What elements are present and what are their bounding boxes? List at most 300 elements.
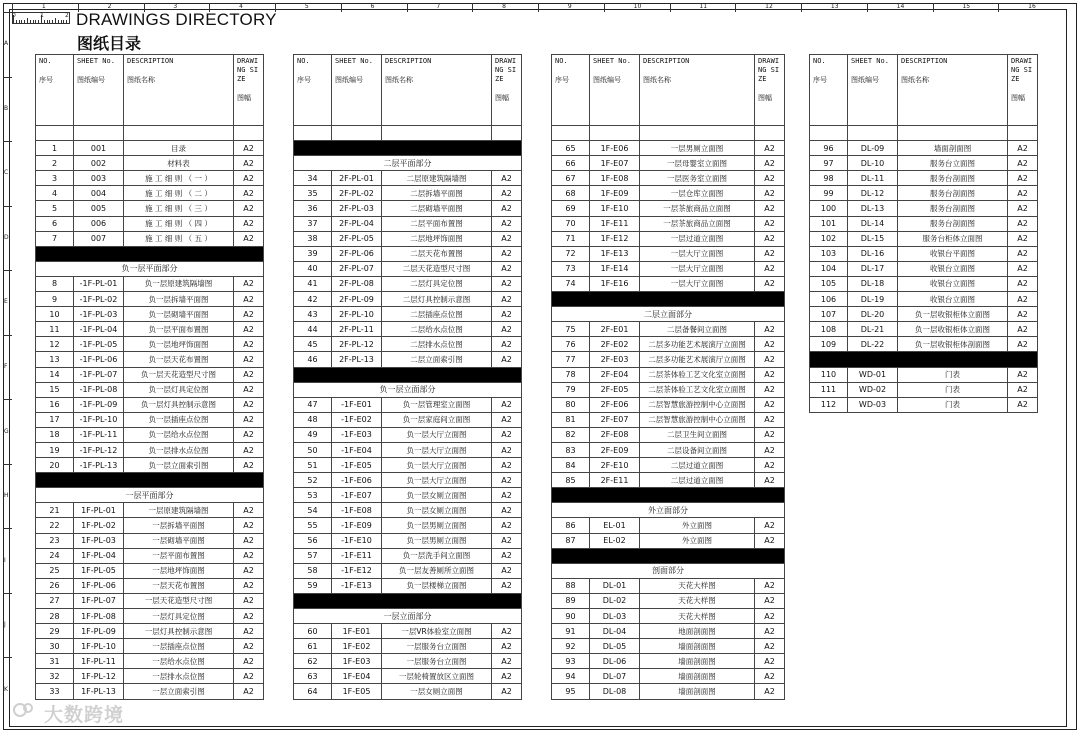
- cell-drawing-size: A2: [492, 307, 522, 322]
- cell-drawing-size: A2: [492, 654, 522, 669]
- table-row: [810, 156, 1038, 171]
- cell-no: 14: [36, 367, 74, 382]
- cell-description: 施 工 细 则 （ 三 ）: [124, 201, 234, 216]
- cell-drawing-size: A2: [755, 322, 785, 337]
- cell-drawing-size: A2: [1008, 292, 1038, 307]
- cell-no: 82: [552, 427, 590, 442]
- cell-description: 服务台立面图: [898, 156, 1008, 171]
- cell-description: 负一层家庭间立面图: [382, 412, 492, 427]
- table-row: [552, 412, 785, 427]
- cell-sheet-no: DL-18: [848, 276, 898, 291]
- left-grid-ruler: [3, 12, 12, 722]
- header-no-cn: 序号: [813, 76, 827, 84]
- table-row: [552, 246, 785, 261]
- ruler-label: F: [4, 363, 8, 370]
- cell-sheet-no: EL-01: [590, 518, 640, 533]
- header-description-cn: 图纸名称: [643, 76, 671, 84]
- cell-sheet-no: 1F-E11: [590, 216, 640, 231]
- cell-description: 服务台剖面图: [898, 171, 1008, 186]
- cell-description: 收银台立面图: [898, 292, 1008, 307]
- cell-drawing-size: A2: [755, 473, 785, 488]
- cell-no: 69: [552, 201, 590, 216]
- cell-sheet-no: DL-19: [848, 292, 898, 307]
- cell-drawing-size: A2: [755, 412, 785, 427]
- section-divider-bar: [552, 488, 785, 503]
- table-row: [810, 216, 1038, 231]
- cell-description: 一层过道立面图: [640, 231, 755, 246]
- ruler-tick: [3, 141, 12, 142]
- table-row: [810, 307, 1038, 322]
- cell-sheet-no: 1F-PL-01: [74, 503, 124, 518]
- table-row: [294, 261, 522, 276]
- cell-no: 30: [36, 639, 74, 654]
- scale-tick: [69, 15, 70, 23]
- cell-sheet-no: 1F-E05: [332, 684, 382, 699]
- ruler-tick: [3, 12, 12, 13]
- ruler-tick: [3, 528, 12, 529]
- table-row: [552, 458, 785, 473]
- cell-description: 一层灯具控制示意图: [124, 624, 234, 639]
- header-drawing-size-en: DRAWING SIZE: [495, 57, 517, 83]
- cell-no: 28: [36, 609, 74, 624]
- cell-description: 一层立面索引图: [124, 684, 234, 699]
- table-row: [36, 427, 264, 442]
- cell-description: 负一层天花造型尺寸图: [124, 367, 234, 382]
- table-row: [810, 382, 1038, 397]
- table-row: [294, 518, 522, 533]
- table-row: [294, 669, 522, 684]
- cell-no: 91: [552, 624, 590, 639]
- cell-drawing-size: A2: [492, 397, 522, 412]
- table-row: [294, 292, 522, 307]
- cell-drawing-size: A2: [234, 367, 264, 382]
- cell-description: 二层灯具控制示意图: [382, 292, 492, 307]
- empty-cell: [590, 126, 640, 141]
- table-row: [36, 292, 264, 307]
- scale-tick: [66, 20, 67, 23]
- cell-drawing-size: A2: [1008, 382, 1038, 397]
- cell-description: 外立面图: [640, 518, 755, 533]
- ruler-label: 10: [633, 3, 642, 10]
- cell-drawing-size: A2: [234, 397, 264, 412]
- header-sheet-no-en: SHEET No.: [335, 57, 373, 65]
- cell-no: 108: [810, 322, 848, 337]
- cell-sheet-no: 2F-PL-09: [332, 292, 382, 307]
- ruler-tick: [538, 3, 539, 12]
- ruler-label: C: [4, 169, 9, 177]
- cell-no: 46: [294, 352, 332, 367]
- divider-cell: [36, 246, 264, 261]
- ruler-label: 12: [765, 3, 773, 10]
- table-row: [294, 654, 522, 669]
- cell-sheet-no: DL-21: [848, 322, 898, 337]
- scale-tick: [47, 20, 48, 23]
- table-row: [552, 141, 785, 156]
- cell-sheet-no: 1F-PL-08: [74, 609, 124, 624]
- header-description-cn: 图纸名称: [901, 76, 929, 84]
- cell-sheet-no: 006: [74, 216, 124, 231]
- cell-description: 二层平面布置图: [382, 216, 492, 231]
- section-divider-bar: [294, 141, 522, 156]
- ruler-tick: [604, 3, 605, 12]
- cell-sheet-no: DL-09: [848, 141, 898, 156]
- cell-drawing-size: A2: [492, 292, 522, 307]
- cell-description: 收银台平面图: [898, 246, 1008, 261]
- cell-no: 92: [552, 639, 590, 654]
- ruler-tick: [867, 3, 868, 12]
- cell-drawing-size: A2: [234, 639, 264, 654]
- cell-description: 二层拆墙平面图: [382, 186, 492, 201]
- empty-cell: [898, 126, 1008, 141]
- cell-drawing-size: A2: [755, 352, 785, 367]
- section-header-row: [36, 488, 264, 503]
- cell-drawing-size: A2: [492, 624, 522, 639]
- header-drawing-size: [1008, 55, 1038, 126]
- cell-description: 二层智慧旅游控制中心立面图: [640, 397, 755, 412]
- cell-description: 天花大样图: [640, 578, 755, 593]
- table-row: [552, 684, 785, 699]
- cell-sheet-no: -1F-PL-04: [74, 322, 124, 337]
- header-sheet-no-cn: 图纸编号: [77, 76, 105, 84]
- cell-sheet-no: 2F-PL-11: [332, 322, 382, 337]
- empty-cell: [810, 126, 848, 141]
- cell-no: 43: [294, 307, 332, 322]
- cell-description: 二层砌墙平面图: [382, 201, 492, 216]
- cell-description: 二层地坪饰面图: [382, 231, 492, 246]
- section-header-row: [552, 563, 785, 578]
- scale-tick: [35, 20, 36, 23]
- table-row: [552, 186, 785, 201]
- cell-no: 31: [36, 654, 74, 669]
- cell-no: 32: [36, 669, 74, 684]
- cell-drawing-size: A2: [492, 473, 522, 488]
- cell-description: 负一层排水点位图: [124, 442, 234, 457]
- table-row: [36, 624, 264, 639]
- table-row: [810, 231, 1038, 246]
- cell-drawing-size: A2: [755, 427, 785, 442]
- cell-description: 一层砌墙平面图: [124, 533, 234, 548]
- cell-no: 11: [36, 322, 74, 337]
- cell-no: 107: [810, 307, 848, 322]
- header-sheet-no-en: SHEET No.: [593, 57, 631, 65]
- section-header-row: [36, 261, 264, 276]
- cell-description: 门表: [898, 382, 1008, 397]
- table-row: [552, 322, 785, 337]
- cell-description: 一层仓库立面图: [640, 186, 755, 201]
- cell-no: 36: [294, 201, 332, 216]
- cell-drawing-size: A2: [492, 427, 522, 442]
- table-row: [552, 518, 785, 533]
- table-row: [552, 382, 785, 397]
- cell-drawing-size: A2: [755, 609, 785, 624]
- cell-sheet-no: 005: [74, 201, 124, 216]
- cell-sheet-no: 2F-E03: [590, 352, 640, 367]
- cell-no: 20: [36, 458, 74, 473]
- section-divider-bar: [552, 292, 785, 307]
- cell-sheet-no: 2F-PL-08: [332, 276, 382, 291]
- table-row: [36, 593, 264, 608]
- watermark-logo-icon: [12, 701, 42, 719]
- cell-no: 96: [810, 141, 848, 156]
- cell-description: 墙面剖面图: [640, 654, 755, 669]
- empty-cell: [640, 126, 755, 141]
- cell-description: 二层多功能艺术展演厅立面图: [640, 352, 755, 367]
- cell-no: 84: [552, 458, 590, 473]
- cell-sheet-no: 1F-PL-06: [74, 578, 124, 593]
- scale-label: 0: [12, 12, 16, 19]
- cell-description: 二层给水点位图: [382, 322, 492, 337]
- table-row: [552, 442, 785, 457]
- table-row: [294, 442, 522, 457]
- scale-tick: [49, 20, 50, 23]
- cell-description: 二层天花造型尺寸图: [382, 261, 492, 276]
- ruler-tick: [3, 593, 12, 594]
- ruler-tick: [3, 77, 12, 78]
- cell-no: 52: [294, 473, 332, 488]
- cell-description: 服务台剖面图: [898, 216, 1008, 231]
- cell-no: 5: [36, 201, 74, 216]
- cell-no: 94: [552, 669, 590, 684]
- cell-drawing-size: A2: [1008, 246, 1038, 261]
- cell-no: 99: [810, 186, 848, 201]
- cell-description: 一层大厅立面图: [640, 261, 755, 276]
- cell-description: 服务台剖面图: [898, 186, 1008, 201]
- header-no-cn: 序号: [297, 76, 311, 84]
- table-row: [294, 171, 522, 186]
- cell-drawing-size: A2: [234, 593, 264, 608]
- cell-sheet-no: DL-07: [590, 669, 640, 684]
- table-row: [36, 609, 264, 624]
- cell-sheet-no: 1F-PL-05: [74, 563, 124, 578]
- scale-tick: [33, 20, 34, 23]
- scale-tick: [44, 20, 45, 23]
- ruler-tick: [933, 3, 934, 12]
- cell-no: 97: [810, 156, 848, 171]
- table-row: [36, 216, 264, 231]
- directory-table: [35, 54, 264, 700]
- cell-drawing-size: A2: [234, 412, 264, 427]
- cell-sheet-no: 2F-PL-12: [332, 337, 382, 352]
- cell-description: 墙面剖面图: [640, 639, 755, 654]
- table-row: [36, 458, 264, 473]
- cell-drawing-size: A2: [1008, 141, 1038, 156]
- cell-description: 二层多功能艺术展演厅立面图: [640, 337, 755, 352]
- directory-table: [551, 54, 785, 700]
- cell-description: 二层过道立面图: [640, 473, 755, 488]
- cell-sheet-no: DL-05: [590, 639, 640, 654]
- header-description-en: DESCRIPTION: [127, 57, 174, 65]
- cell-no: 10: [36, 307, 74, 322]
- cell-no: 22: [36, 518, 74, 533]
- scale-tick: [61, 20, 62, 23]
- ruler-tick: [12, 3, 13, 12]
- section-divider-bar: [552, 548, 785, 563]
- empty-cell: [36, 126, 74, 141]
- header-sheet-no: [74, 55, 124, 126]
- cell-no: 75: [552, 322, 590, 337]
- cell-no: 2: [36, 156, 74, 171]
- ruler-tick: [670, 3, 671, 12]
- cell-no: 101: [810, 216, 848, 231]
- cell-sheet-no: 1F-E02: [332, 639, 382, 654]
- cell-description: 一层VR体验室立面图: [382, 624, 492, 639]
- cell-description: 负一层拆墙平面图: [124, 292, 234, 307]
- ruler-tick: [3, 335, 12, 336]
- cell-description: 二层灯具定位图: [382, 276, 492, 291]
- header-description-cn: 图纸名称: [127, 76, 155, 84]
- table-row: [552, 231, 785, 246]
- cell-drawing-size: A2: [234, 458, 264, 473]
- cell-no: 61: [294, 639, 332, 654]
- cell-no: 90: [552, 609, 590, 624]
- scale-tick: [38, 20, 39, 23]
- cell-sheet-no: 2F-PL-04: [332, 216, 382, 231]
- empty-cell: [332, 126, 382, 141]
- table-row: [552, 654, 785, 669]
- cell-no: 26: [36, 578, 74, 593]
- cell-no: 60: [294, 624, 332, 639]
- cell-no: 33: [36, 684, 74, 699]
- cell-drawing-size: A2: [755, 397, 785, 412]
- header-sheet-no-cn: 图纸编号: [593, 76, 621, 84]
- table-row: [36, 322, 264, 337]
- blank-row: [294, 126, 522, 141]
- cell-drawing-size: A2: [755, 624, 785, 639]
- cell-no: 81: [552, 412, 590, 427]
- cell-drawing-size: A2: [234, 503, 264, 518]
- cell-sheet-no: 1F-E13: [590, 246, 640, 261]
- cell-no: 85: [552, 473, 590, 488]
- cell-description: 负一层给水点位图: [124, 427, 234, 442]
- cell-no: 27: [36, 593, 74, 608]
- cell-drawing-size: A2: [234, 654, 264, 669]
- section-header-row: [294, 156, 522, 171]
- table-row: [36, 503, 264, 518]
- table-row: [36, 684, 264, 699]
- section-title: 负一层平面部分: [36, 261, 264, 276]
- cell-no: 95: [552, 684, 590, 699]
- cell-description: 二层立面索引图: [382, 352, 492, 367]
- cell-drawing-size: A2: [1008, 171, 1038, 186]
- cell-drawing-size: A2: [755, 669, 785, 684]
- cell-sheet-no: 2F-E07: [590, 412, 640, 427]
- table-row: [294, 503, 522, 518]
- cell-drawing-size: A2: [234, 669, 264, 684]
- cell-description: 二层备餐间立面图: [640, 322, 755, 337]
- table-row: [36, 276, 264, 291]
- cell-sheet-no: 2F-E11: [590, 473, 640, 488]
- table-row: [294, 397, 522, 412]
- table-row: [36, 442, 264, 457]
- table-row: [552, 624, 785, 639]
- cell-sheet-no: 1F-PL-12: [74, 669, 124, 684]
- cell-drawing-size: A2: [492, 337, 522, 352]
- cell-drawing-size: A2: [1008, 337, 1038, 352]
- cell-drawing-size: A2: [755, 533, 785, 548]
- cell-no: 66: [552, 156, 590, 171]
- table-row: [810, 246, 1038, 261]
- cell-sheet-no: 1F-E08: [590, 171, 640, 186]
- cell-no: 104: [810, 261, 848, 276]
- cell-sheet-no: WD-01: [848, 367, 898, 382]
- cell-drawing-size: A2: [755, 593, 785, 608]
- ruler-tick: [3, 270, 12, 271]
- scale-tick: [30, 20, 31, 23]
- cell-no: 12: [36, 337, 74, 352]
- ruler-tick: [3, 657, 12, 658]
- cell-no: 55: [294, 518, 332, 533]
- cell-no: 62: [294, 654, 332, 669]
- cell-drawing-size: A2: [755, 458, 785, 473]
- cell-drawing-size: A2: [755, 261, 785, 276]
- cell-no: 78: [552, 367, 590, 382]
- section-title: 一层立面部分: [294, 609, 522, 624]
- table-row: [294, 533, 522, 548]
- cell-drawing-size: A2: [492, 186, 522, 201]
- cell-drawing-size: A2: [234, 563, 264, 578]
- cell-drawing-size: A2: [492, 276, 522, 291]
- cell-no: 76: [552, 337, 590, 352]
- cell-drawing-size: A2: [755, 442, 785, 457]
- cell-sheet-no: -1F-E13: [332, 578, 382, 593]
- header-no-en: NO.: [39, 57, 52, 65]
- blank-row: [552, 126, 785, 141]
- cell-sheet-no: DL-03: [590, 609, 640, 624]
- table-row: [36, 201, 264, 216]
- scale-tick: [24, 20, 25, 23]
- table-row: [552, 216, 785, 231]
- cell-description: 一层天花布置图: [124, 578, 234, 593]
- cell-description: 二层茶体验工艺文化室立面图: [640, 382, 755, 397]
- scale-bar: [12, 12, 70, 24]
- table-row: [552, 201, 785, 216]
- cell-sheet-no: DL-15: [848, 231, 898, 246]
- cell-sheet-no: 2F-E02: [590, 337, 640, 352]
- cell-no: 39: [294, 246, 332, 261]
- table-row: [294, 548, 522, 563]
- cell-no: 48: [294, 412, 332, 427]
- cell-sheet-no: -1F-E06: [332, 473, 382, 488]
- cell-drawing-size: A2: [1008, 186, 1038, 201]
- cell-drawing-size: A2: [755, 518, 785, 533]
- ruler-label: G: [4, 427, 9, 435]
- cell-description: 负一层男厕立面图: [382, 533, 492, 548]
- table-row: [294, 458, 522, 473]
- empty-cell: [124, 126, 234, 141]
- cell-description: 负一层立面索引图: [124, 458, 234, 473]
- table-row: [810, 292, 1038, 307]
- table-row: [294, 473, 522, 488]
- cell-sheet-no: 2F-E05: [590, 382, 640, 397]
- cell-sheet-no: -1F-E10: [332, 533, 382, 548]
- section-title: 二层立面部分: [552, 307, 785, 322]
- cell-description: 负一层女厕立面图: [382, 503, 492, 518]
- cell-description: 二层原建筑隔墙图: [382, 171, 492, 186]
- cell-no: 37: [294, 216, 332, 231]
- table-row: [36, 397, 264, 412]
- ruler-label: 15: [962, 3, 971, 10]
- header-description: [640, 55, 755, 126]
- header-description-en: DESCRIPTION: [643, 57, 690, 65]
- cell-drawing-size: A2: [234, 322, 264, 337]
- header-sheet-no-cn: 图纸编号: [851, 76, 879, 84]
- cell-description: 负一层灯具控制示意图: [124, 397, 234, 412]
- cell-no: 3: [36, 171, 74, 186]
- cell-sheet-no: -1F-PL-11: [74, 427, 124, 442]
- cell-no: 74: [552, 276, 590, 291]
- cell-description: 一层地坪饰面图: [124, 563, 234, 578]
- header-sheet-no: [332, 55, 382, 126]
